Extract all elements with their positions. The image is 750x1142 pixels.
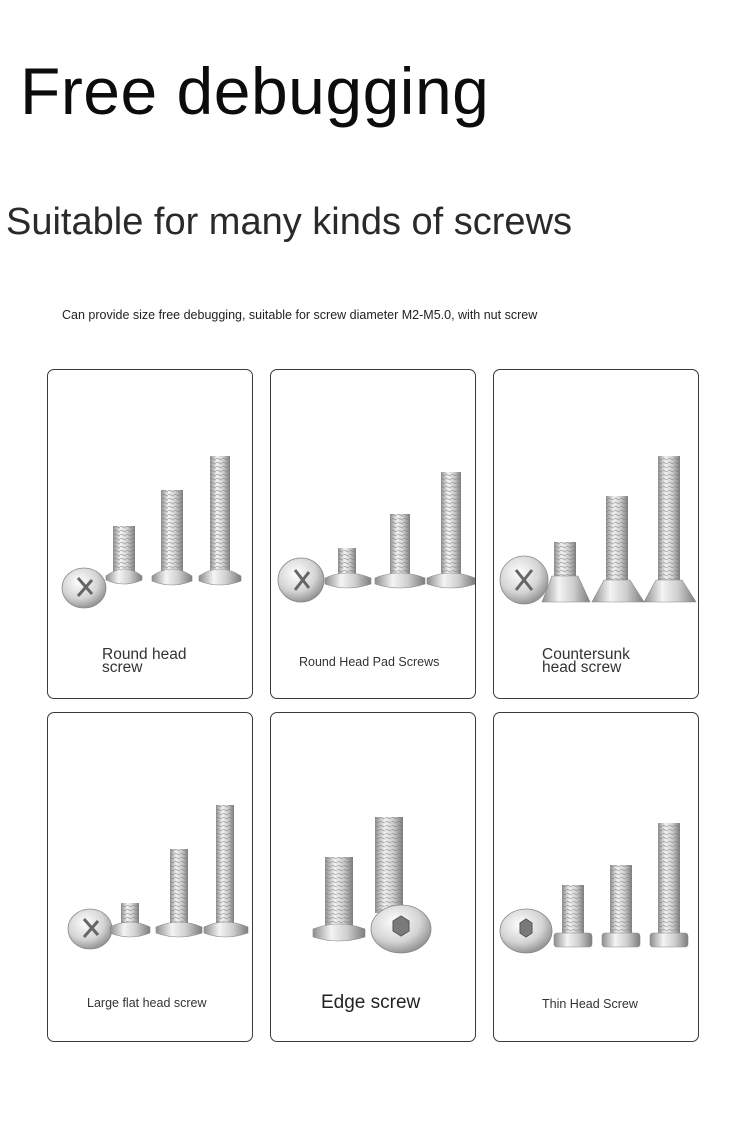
round-head-pad-screws-icon [271, 430, 476, 620]
card-label: Countersunk [542, 646, 630, 663]
card-label: Round Head Pad Screws [299, 655, 440, 669]
card-round-head-pad-screws[interactable] [270, 369, 476, 699]
page-subtitle: Suitable for many kinds of screws [6, 201, 573, 243]
page-description: Can provide size free debugging, suitable for screw diameter M2-M5.0, with nut screw [62, 308, 538, 322]
card-label: Round head [102, 646, 187, 663]
card-label: Edge screw [321, 992, 421, 1013]
thin-head-screws-icon [494, 773, 699, 963]
card-countersunk-head-screw[interactable] [493, 369, 699, 699]
round-head-screws-icon [48, 430, 253, 620]
card-round-head-screw[interactable] [47, 369, 253, 699]
countersunk-screws-icon [494, 430, 699, 620]
large-flat-head-screws-icon [48, 773, 253, 963]
card-label: screw [102, 659, 143, 676]
hex-socket-edge-screws-icon [271, 773, 476, 963]
card-large-flat-head-screw[interactable] [47, 712, 253, 1042]
card-thin-head-screw[interactable] [493, 712, 699, 1042]
page-title: Free debugging [20, 54, 490, 128]
card-label: Thin Head Screw [542, 997, 638, 1011]
card-label: Large flat head screw [87, 996, 207, 1010]
card-label: head screw [542, 659, 622, 676]
card-edge-screw[interactable] [270, 712, 476, 1042]
